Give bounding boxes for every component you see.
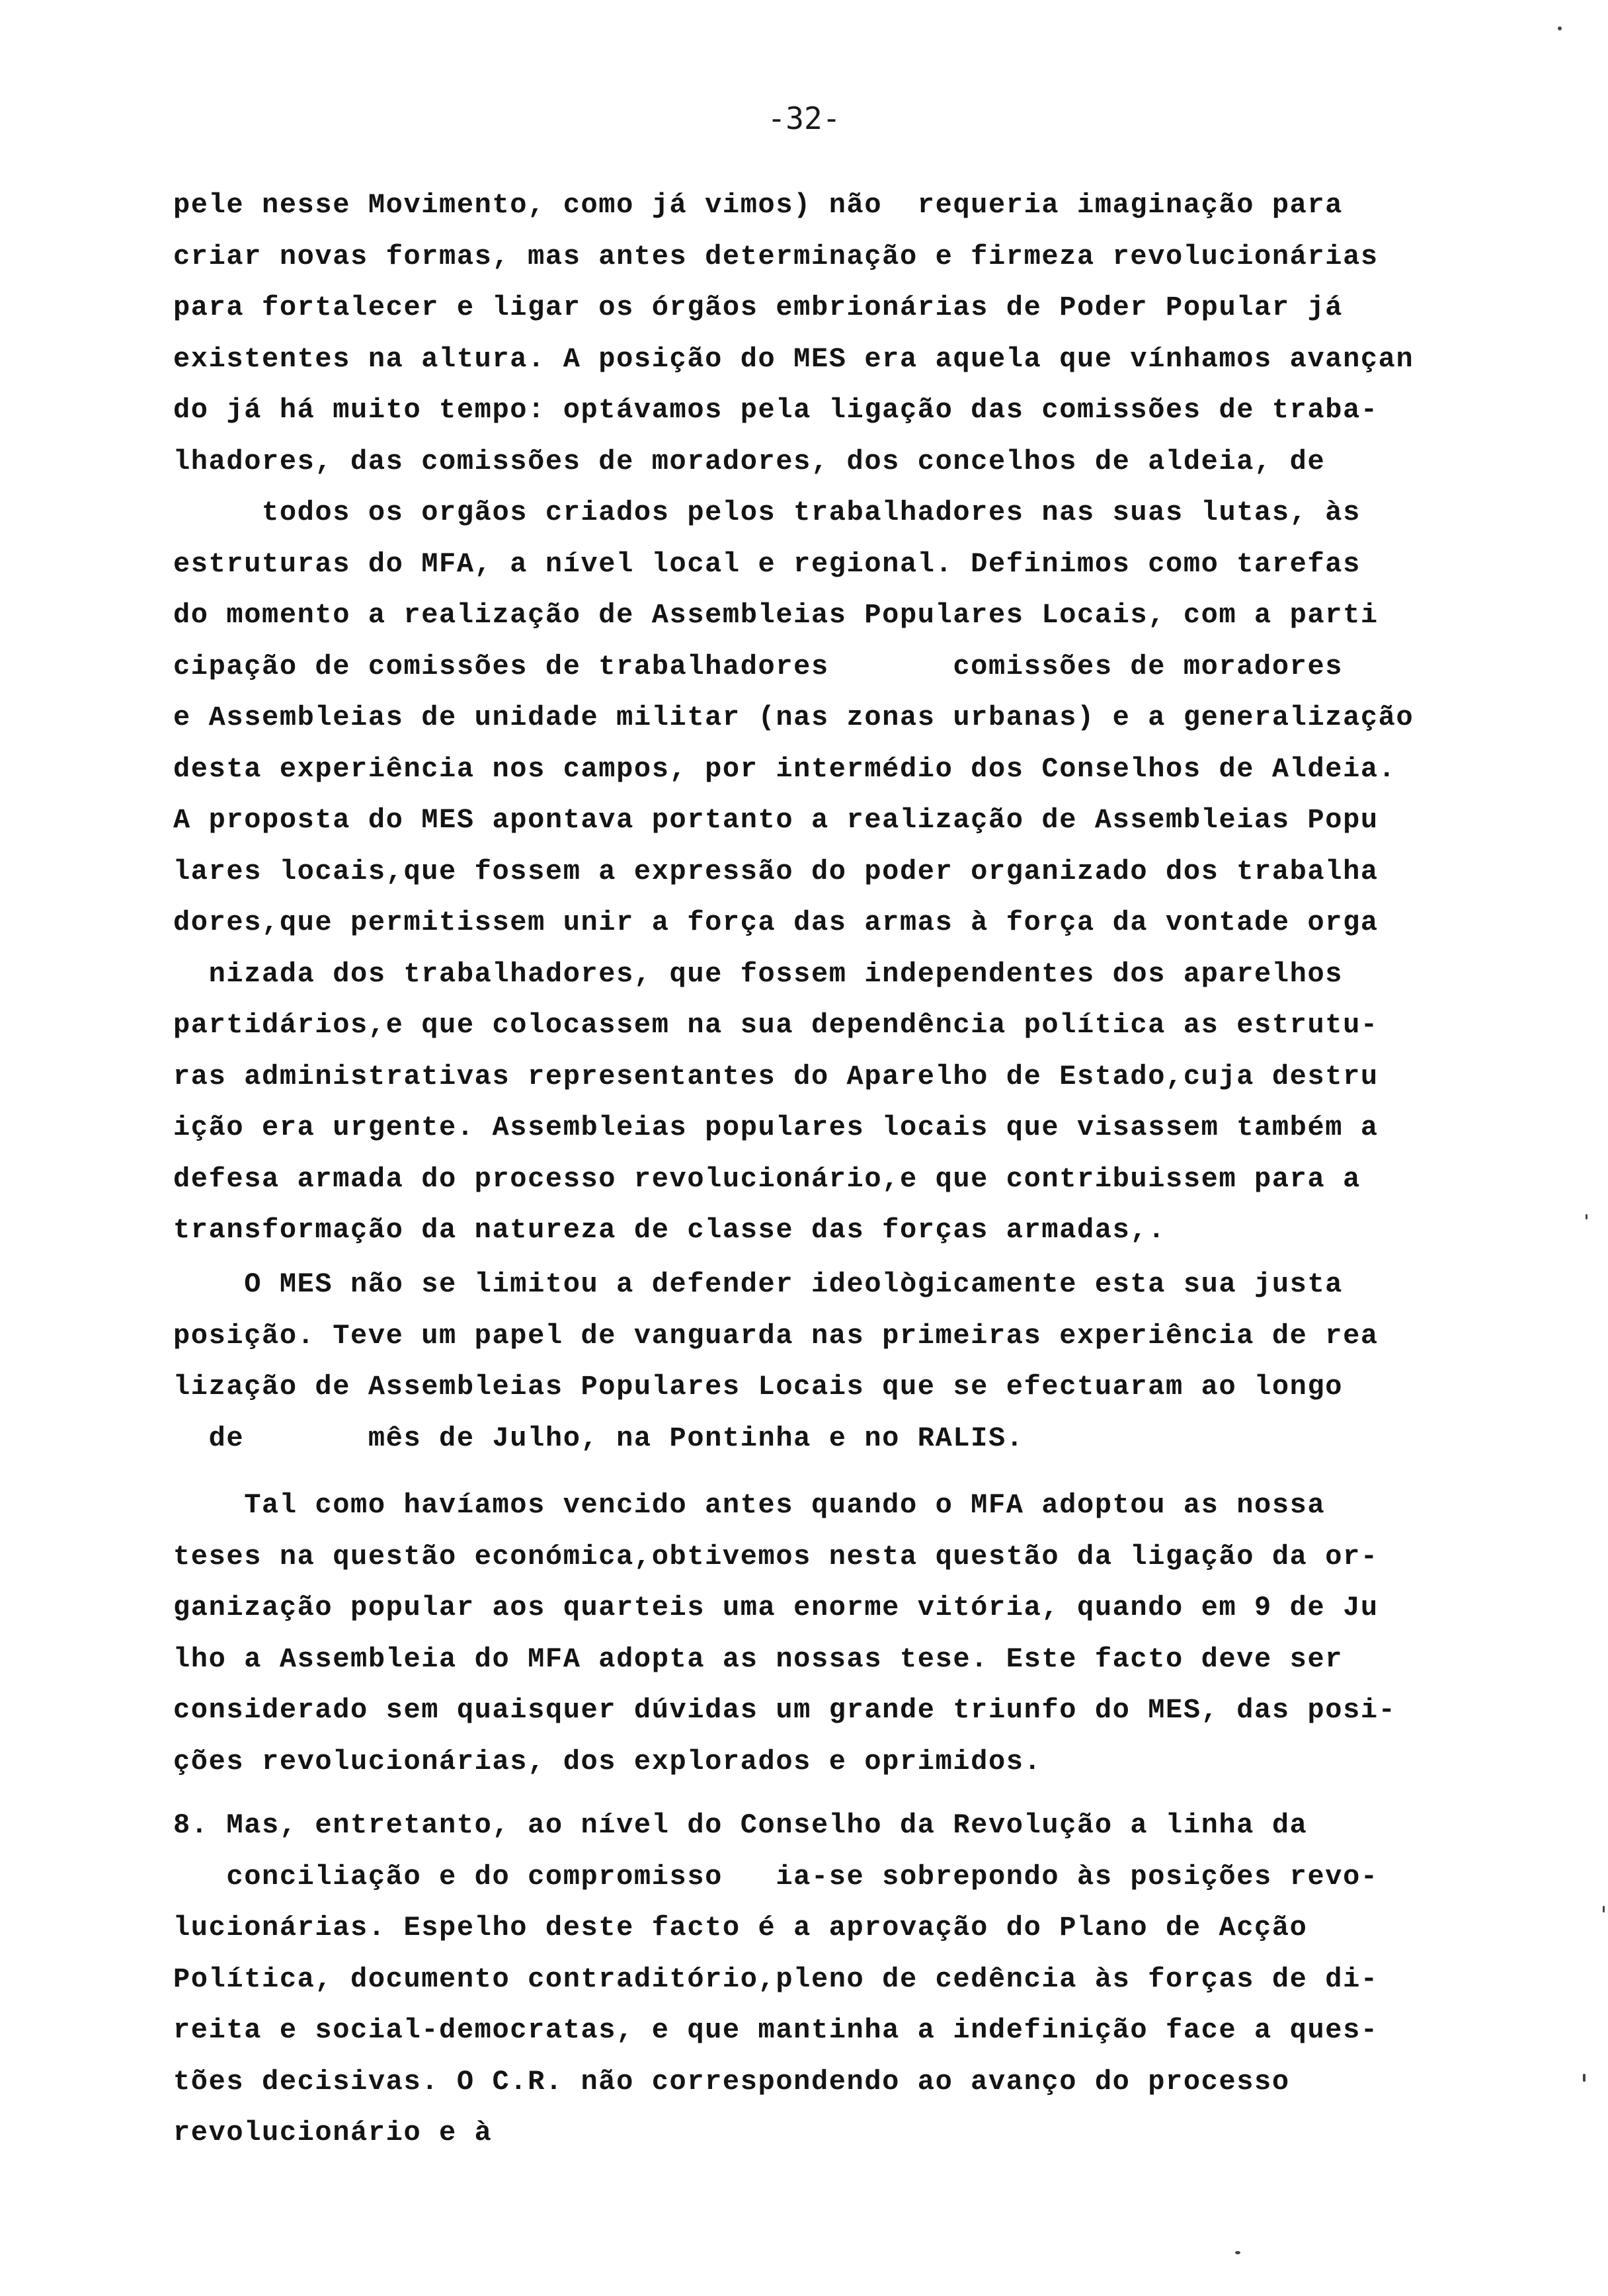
paragraph-1 (173, 180, 1568, 1256)
text-line: conciliação e do compromisso ia-se sobrepondo às posições revo- (173, 1860, 1379, 1893)
text-line: Política, documento contraditório,pleno de cedência às forças de di- (173, 1963, 1379, 1995)
text-line: pele nesse Movimento, como já vimos) não requeria imaginação para (173, 189, 1344, 221)
scan-speck (1558, 26, 1562, 30)
text-line: considerado sem quaisquer dúvidas um grande triunfo do MES, das posi- (173, 1694, 1396, 1726)
text-line: do momento a realização de Assembleias Populares Locais, com a parti (173, 599, 1379, 631)
text-line: ganização popular aos quarteis uma enorme vitória, quando em 9 de Ju (173, 1592, 1379, 1623)
paragraph-2 (173, 1259, 1568, 1464)
text-line: transformação da natureza de classe das forças armadas,. (173, 1214, 1166, 1246)
scan-speck (1235, 2251, 1240, 2254)
text-line: O MES não se limitou a defender ideològicamente esta sua justa (173, 1268, 1344, 1300)
text-line: revolucionário e à (173, 2117, 493, 2149)
text-line: estruturas do MFA, a nível local e regional. Definimos como tarefas (173, 548, 1361, 580)
text-line: nizada dos trabalhadores, que fossem independentes dos aparelhos (173, 958, 1344, 990)
text-line: criar novas formas, mas antes determinação e firmeza revolucionárias (173, 240, 1379, 272)
text-line: tões decisivas. O C.R. não correspondendo ao avanço do processo (173, 2065, 1290, 2098)
page-number: -32- (767, 101, 841, 136)
text-line: existentes na altura. A posição do MES era aquela que vínhamos avançan (173, 343, 1414, 375)
text-line: e Assembleias de unidade militar (nas zonas urbanas) e a generalização (173, 702, 1414, 733)
text-line: de mês de Julho, na Pontinha e no RALIS. (173, 1422, 1024, 1454)
scan-speck (1603, 1906, 1605, 1912)
text-line: ição era urgente. Assembleias populares locais que visassem também a (173, 1112, 1379, 1143)
scan-speck (1583, 2074, 1586, 2082)
text-line: lares locais,que fossem a expressão do poder organizado dos trabalha (173, 855, 1379, 887)
paragraph-4 (173, 1800, 1568, 2159)
text-line: ras administrativas representantes do Aparelho de Estado,cuja destru (173, 1060, 1379, 1092)
text-line: A proposta do MES apontava portanto a realização de Assembleias Popu (173, 804, 1379, 836)
paragraph-3 (173, 1480, 1568, 1787)
scan-speck (1586, 1214, 1588, 1219)
text-line: desta experiência nos campos, por intermédio dos Conselhos de Aldeia. (173, 753, 1396, 785)
text-line: teses na questão económica,obtivemos nesta questão da ligação da or- (173, 1540, 1379, 1573)
text-line: lhadores, das comissões de moradores, dos concelhos de aldeia, de (173, 445, 1326, 477)
text-line: partidários,e que colocassem na sua dependência política as estrutu- (173, 1009, 1379, 1041)
text-line: posição. Teve um papel de vanguarda nas primeiras experiência de rea (173, 1319, 1379, 1352)
text-line: reita e social-democratas, e que mantinha a indefinição face a ques- (173, 2014, 1379, 2046)
text-line: 8. Mas, entretanto, ao nível do Conselho da Revolução a linha da (173, 1809, 1308, 1841)
text-line: do já há muito tempo: optávamos pela ligação das comissões de traba- (173, 394, 1379, 426)
text-line: lho a Assembleia do MFA adopta as nossas tese. Este facto deve ser (173, 1643, 1344, 1675)
text-line: cipação de comissões de trabalhadores comissões de moradores (173, 650, 1344, 682)
text-line: defesa armada do processo revolucionário,e que contribuissem para a (173, 1163, 1361, 1195)
text-line: todos os orgãos criados pelos trabalhadores nas suas lutas, às (173, 497, 1361, 528)
text-line: ções revolucionárias, dos explorados e oprimidos. (173, 1745, 1042, 1778)
text-line: lucionárias. Espelho deste facto é a aprovação do Plano de Acção (173, 1912, 1308, 1944)
text-line: para fortalecer e ligar os órgãos embrionárias de Poder Popular já (173, 292, 1344, 323)
text-line: lização de Assembleias Populares Locais que se efectuaram ao longo (173, 1371, 1344, 1403)
text-line: Tal como havíamos vencido antes quando o MFA adoptou as nossa (173, 1489, 1326, 1521)
text-line: dores,que permitissem unir a força das armas à força da vontade orga (173, 907, 1379, 938)
